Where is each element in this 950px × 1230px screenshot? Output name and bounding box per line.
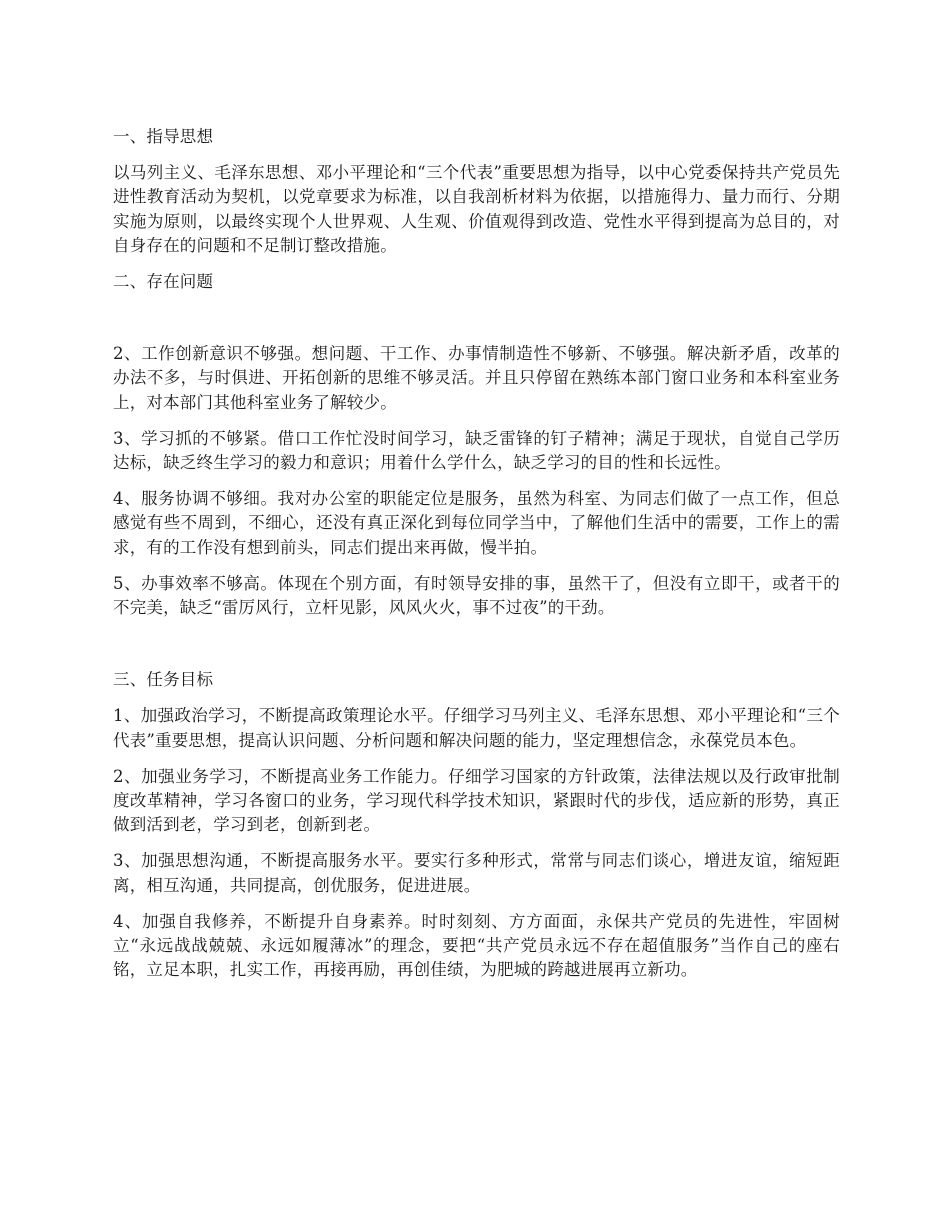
problem-item: 3、学习抓的不够紧。借口工作忙没时间学习，缺乏雷锋的钉子精神；满足于现状，自觉自己学历达标，缺乏终生学习的毅力和意识；用着什么学什么，缺乏学习的目的性和长远性。: [113, 428, 840, 473]
blank-gap: [113, 632, 840, 668]
paragraph-guiding-thought: 以马列主义、毛泽东思想、邓小平理论和“三个代表”重要思想为指导，以中心党委保持共产党员先进性教育活动为契机，以党章要求为标准，以自我剖析材料为依据，以措施得力、量力而行、分期实施为原则，以最终实现个人世界观、人生观、价值观得到改造、党性水平得到提高为总目的，对自身存在的问题和不足制订整改措施。: [113, 163, 840, 255]
problem-item: 2、工作创新意识不够强。想问题、干工作、办事情制造性不够新、不够强。解决新矛盾，改革的办法不多，与时俱进、开拓创新的思维不够灵活。并且只停留在熟练本部门窗口业务和本科室业务上，对本部门其他科室业务了解较少。: [113, 344, 840, 412]
document-body: [113, 125, 840, 994]
section-heading-existing-problems: 二、存在问题: [113, 272, 214, 292]
goal-item: 4、加强自我修养，不断提升自身素养。时时刻刻、方方面面，永保共产党员的先进性，牢固树立“永远战战兢兢、永远如履薄冰”的理念，要把“共产党员永远不存在超值服务”当作自己的座右铭，立足本职，扎实工作，再接再励，再创佳绩，为肥城的跨越进展再立新功。: [113, 911, 840, 980]
goal-item: 1、加强政治学习，不断提高政策理论水平。仔细学习马列主义、毛泽东思想、邓小平理论和“三个代表”重要思想，提高认识问题、分析问题和解决问题的能力，坚定理想信念，永葆党员本色。: [113, 706, 840, 750]
goal-item: 3、加强思想沟通，不断提高服务水平。要实行多种形式，常常与同志们谈心，增进友谊，缩短距离，相互沟通，共同提高，创优服务，促进进展。: [113, 851, 840, 895]
problem-item: 4、服务协调不够细。我对办公室的职能定位是服务，虽然为科室、为同志们做了一点工作，但总感觉有些不周到，不细心，还没有真正深化到每位同学当中，了解他们生活中的需要，工作上的需求，有的工作没有想到前头，同志们提出来再做，慢半拍。: [113, 489, 840, 557]
goal-item: 2、加强业务学习，不断提高业务工作能力。仔细学习国家的方针政策，法律法规以及行政审批制度改革精神，学习各窗口的业务，学习现代科学技术知识，紧跟时代的步伐，适应新的形势，真正做到活到老，学习到老，创新到老。: [113, 766, 840, 835]
problem-item: 5、办事效率不够高。体现在个别方面，有时领导安排的事，虽然干了，但没有立即干，或者干的不完美，缺乏“雷厉风行，立杆见影，风风火火，事不过夜”的干劲。: [113, 573, 840, 618]
section-heading-guiding-thought: 一、指导思想: [113, 127, 214, 146]
section-heading-task-goals: 三、任务目标: [113, 670, 214, 690]
blank-gap: [113, 306, 840, 342]
